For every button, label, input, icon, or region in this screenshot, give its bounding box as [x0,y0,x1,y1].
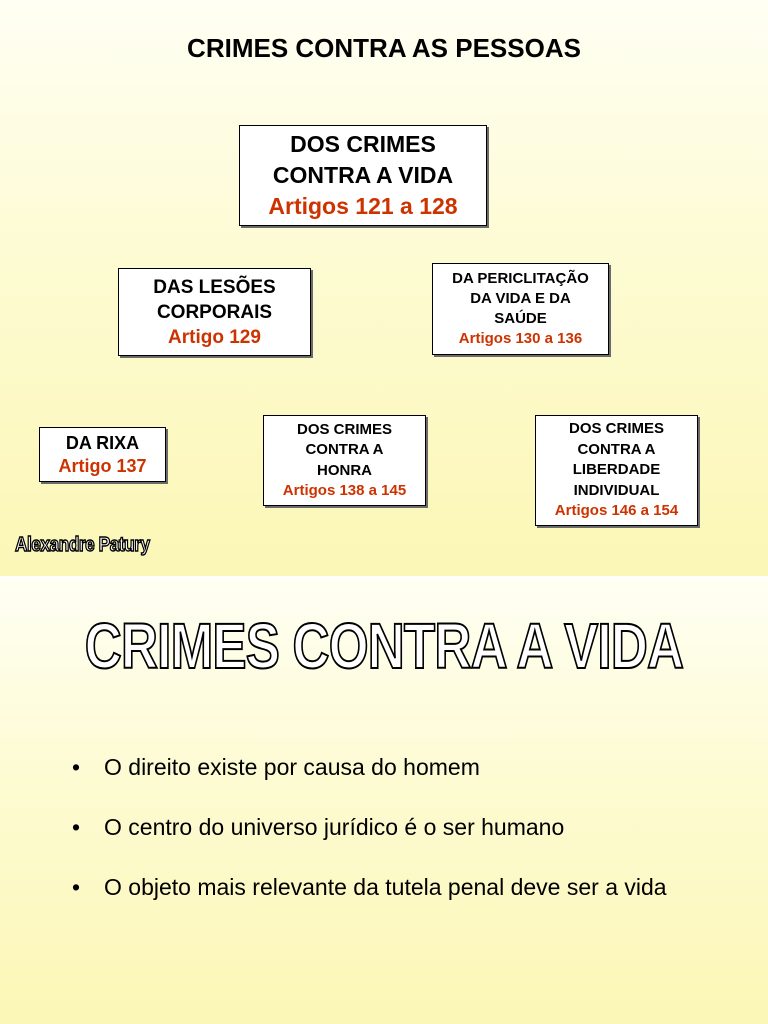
box-line: SAÚDE [494,310,547,327]
box-line: DOS CRIMES [296,420,392,438]
bullet-text: O direito existe por causa do homem [104,754,480,780]
box-line: HONRA [317,461,372,479]
bullet-dot: • [72,754,81,780]
box-line: INDIVIDUAL [573,481,660,499]
box-line: DAS LESÕES [153,276,276,298]
box-line: LIBERDADE [572,461,661,479]
box-crimes-contra-liberdade [535,415,698,526]
box-crimes-contra-vida [239,125,487,226]
box-periclitacao [432,263,609,355]
bullet-text: O objeto mais relevante da tutela penal deve ser a vida [104,874,667,900]
slide-title: CRIMES CONTRA AS PESSOAS [187,33,581,63]
box-line: CONTRA A [305,441,384,458]
box-line: CONTRA A [577,440,656,458]
box-crimes-contra-honra [263,415,426,506]
bullet-list [70,752,722,932]
list-item [70,812,722,843]
bullet-text: O centro do universo jurídico é o ser humano [104,814,565,840]
box-article: Artigo 129 [168,326,261,348]
box-line: DOS CRIMES [568,420,664,438]
box-line: CORPORAIS [156,301,273,323]
box-line: DOS CRIMES [290,131,436,157]
list-item [70,872,722,903]
box-article: Artigos 121 a 128 [268,193,458,219]
bullet-dot: • [72,814,81,840]
box-article: Artigos 146 a 154 [554,502,679,520]
box-line: DA VIDA E DA [470,290,571,307]
box-line: CONTRA A VIDA [272,162,454,188]
box-article: Artigos 130 a 136 [458,330,583,347]
box-article: Artigo 137 [58,455,147,476]
author-name: Alexandre Patury [15,534,150,556]
box-lesoes-corporais [118,268,311,356]
box-article: Artigos 138 a 145 [282,482,407,499]
box-rixa [39,427,166,482]
list-item [70,752,722,783]
slide-2-title: CRIMES CONTRA A VIDA [84,610,684,682]
bullet-dot: • [72,874,81,900]
box-line: DA RIXA [65,432,140,453]
box-line: DA PERICLITAÇÃO [452,270,589,287]
